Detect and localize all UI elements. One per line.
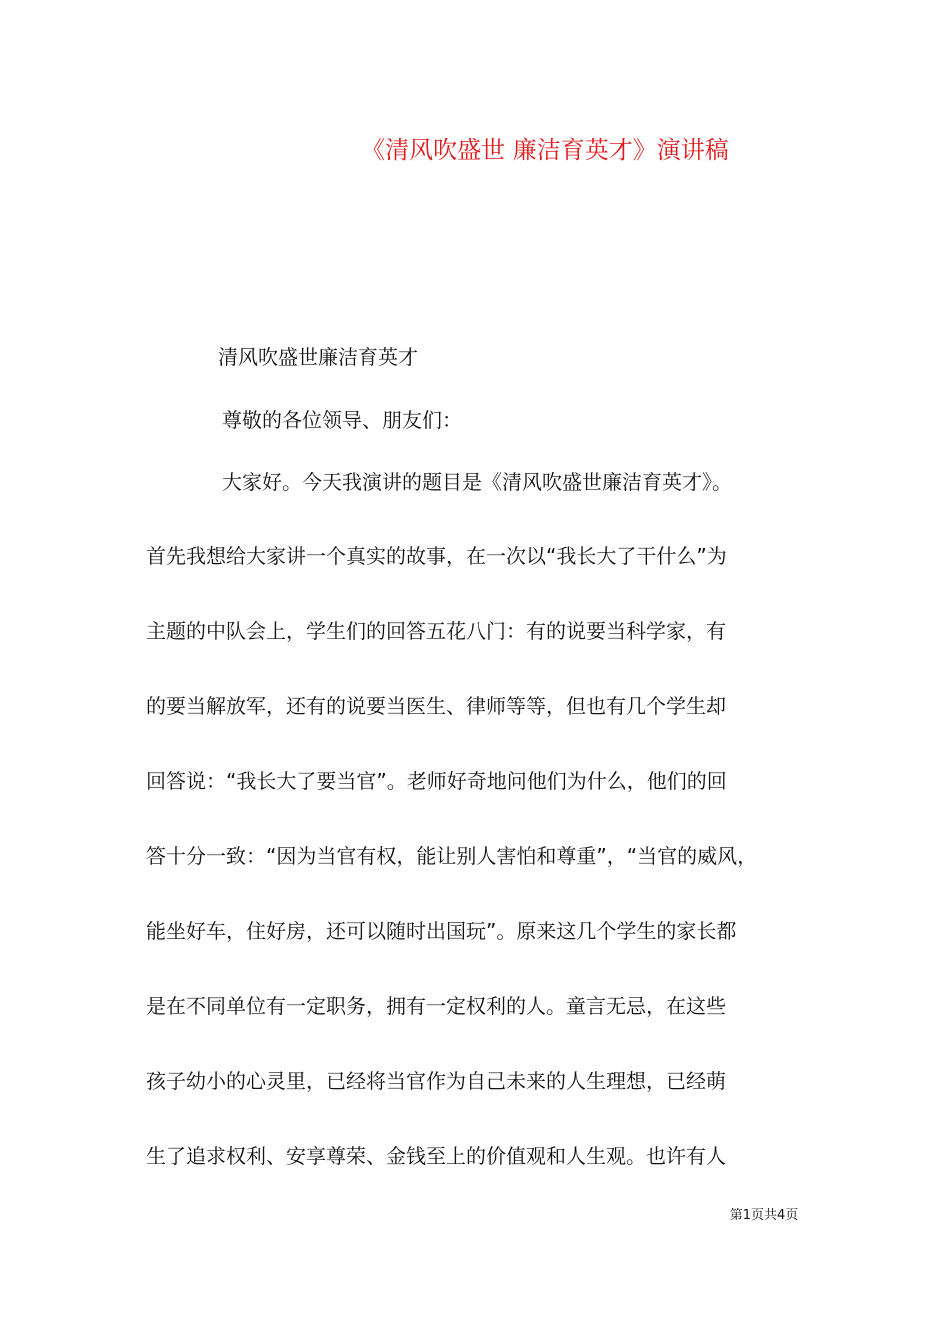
body-line: 答十分一致：“因为当官有权，能让别人害怕和尊重”，“当官的威风， (146, 844, 758, 868)
body-line: 生了追求权利、安享尊荣、金钱至上的价值观和人生观。也许有人 (146, 1144, 726, 1168)
body-line: 是在不同单位有一定职务，拥有一定权利的人。童言无忌，在这些 (146, 994, 726, 1018)
speech-heading: 清风吹盛世廉洁育英才 (218, 345, 418, 369)
document-title: 《清风吹盛世 廉洁育英才》演讲稿 (361, 136, 729, 164)
body-line: 能坐好车，住好房，还可以随时出国玩”。原来这几个学生的家长都 (146, 919, 737, 943)
body-line: 首先我想给大家讲一个真实的故事，在一次以“我长大了干什么”为 (146, 544, 727, 568)
speech-intro: 大家好。今天我演讲的题目是《清风吹盛世廉洁育英才》。 (222, 470, 732, 494)
body-line: 主题的中队会上，学生们的回答五花八门：有的说要当科学家，有 (146, 619, 726, 643)
body-line: 孩子幼小的心灵里，已经将当官作为自己未来的人生理想，已经萌 (146, 1069, 726, 1093)
body-line: 的要当解放军，还有的说要当医生、律师等等，但也有几个学生却 (146, 694, 726, 718)
page-number-footer: 第1页共4页 (729, 1208, 799, 1223)
body-line: 回答说：“我长大了要当官”。老师好奇地问他们为什么，他们的回 (146, 769, 727, 793)
speech-greeting: 尊敬的各位领导、朋友们： (222, 408, 462, 432)
